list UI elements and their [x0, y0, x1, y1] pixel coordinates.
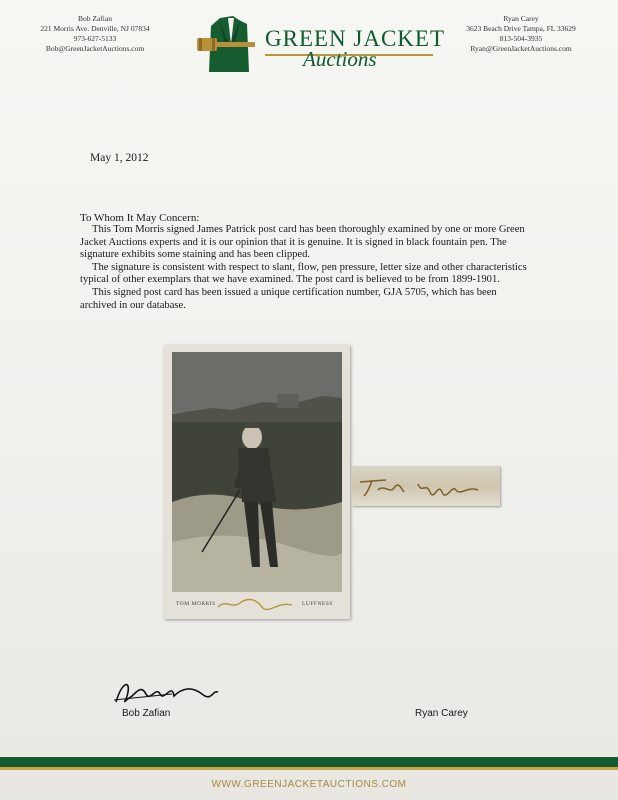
contact-address: 221 Morris Ave. Denville, NJ 07834 [40, 24, 150, 33]
bob-zafian-signature-icon [112, 676, 222, 708]
golfer-illustration [172, 352, 342, 592]
golfer-photo [172, 352, 342, 592]
letter-paragraph: This Tom Morris signed James Patrick post card has been thoroughly examined by one or more Green Jacket Auctions experts and it is our opinion that it is genuine. It is signed in black fountain pen. The signature exhibits some staining and has been clipped. [80, 224, 525, 261]
contact-email: Bob@GreenJacketAuctions.com [45, 44, 145, 53]
contact-email: Ryan@GreenJacketAuctions.com [470, 44, 572, 53]
postcard-signature-icon [216, 595, 296, 613]
contact-phone: 813-504-3935 [499, 34, 543, 43]
right-contact-block [426, 14, 616, 54]
contact-address: 3623 Beach Drive Tampa, FL 33629 [466, 24, 576, 33]
contact-name: Bob Zafian [78, 14, 112, 23]
signed-postcard-image [164, 345, 350, 619]
letter-date: May 1, 2012 [90, 152, 149, 164]
left-contact-block [0, 14, 190, 54]
signer-name-right: Ryan Carey [415, 708, 468, 719]
green-jacket-logo [195, 14, 446, 78]
footer-green-band [0, 757, 618, 767]
caption-name: TOM MORRIS [176, 601, 216, 607]
logo-wordmark-auctions: Auctions [303, 47, 377, 71]
footer-website-link[interactable]: WWW.GREENJACKETAUCTIONS.COM [0, 770, 618, 800]
jacket-gavel-icon [195, 14, 265, 78]
logo-wordmark-green-jacket: GREEN JACKET [265, 26, 446, 51]
contact-phone: 973-627-5133 [73, 34, 117, 43]
letter-paragraph: The signature is consistent with respect to slant, flow, pen pressure, letter size and other characteristics typical of other exemplars that we have examined. The post card is believed to be from 1899-1901. [80, 261, 527, 286]
ink-signature-icon [356, 472, 486, 500]
signer-name-left: Bob Zafian [122, 708, 171, 719]
contact-name: Ryan Carey [503, 14, 539, 23]
letter-paragraph: This signed post card has been issued a unique certification number, GJA 5705, which has been archived in our database. [80, 286, 497, 311]
letter-body [80, 224, 530, 312]
clipped-signature-strip [352, 466, 500, 506]
letter-salutation: To Whom It May Concern: [80, 212, 200, 224]
caption-place: LUFFNESS [302, 601, 333, 607]
